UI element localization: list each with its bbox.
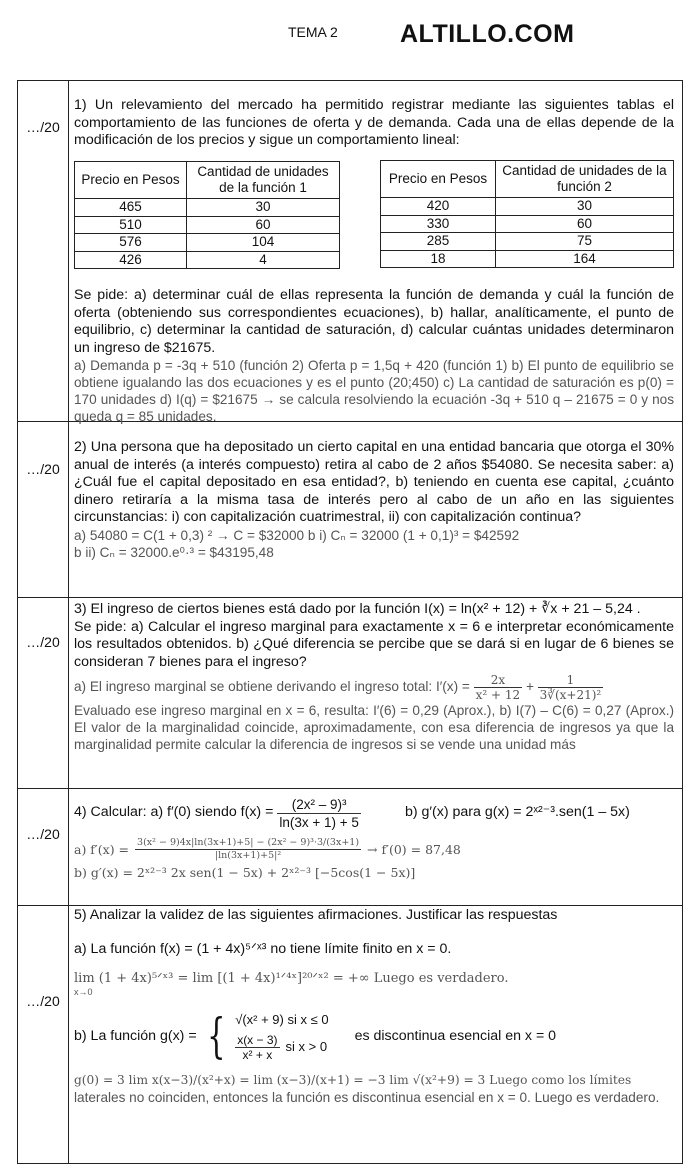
q5-b-case-1: √(x² + 9) si x ≤ 0 [235, 1012, 329, 1028]
q5-a-limit-sub: x→0 [74, 987, 93, 998]
row-divider [18, 788, 682, 789]
question-2 [74, 439, 674, 561]
header-site: ALTILLO.COM [400, 20, 575, 48]
q5-a-answer: lim (1 + 4x)⁵ᐟˣ³ = lim [(1 + 4x)¹ᐟ⁴ˣ]²⁰ᐟˣ² = +∞ Luego es verdadero. [74, 971, 509, 987]
q5-b-fraction [235, 1033, 279, 1062]
score-q2: …/20 [26, 461, 60, 477]
row-divider [18, 905, 682, 906]
table-header: Cantidad de unidades de la función 2 [496, 161, 674, 198]
table-cell: 576 [75, 234, 187, 252]
q5-b-cases [235, 1011, 328, 1062]
q4-answer-fraction [135, 837, 361, 862]
table-cell: 164 [496, 250, 674, 268]
q3-statement-a: 3) El ingreso de ciertos bienes está dado por la función I(x) = ln(x² + 12) + ∛x + 21 – 5,24 . [74, 601, 641, 617]
question-5 [74, 907, 674, 1106]
q4-answer-b: b) g′(x) = 2ˣ²⁻³ 2x sen(1 − 5x) + 2ˣ²⁻³ [−5cos(1 − 5x)] [74, 865, 416, 880]
table-cell: 285 [381, 233, 496, 251]
q2-answer-1: a) 54080 = C(1 + 0,3) ² → C = $32000 b i) Cₙ = 32000 (1 + 0,1)³ = $42592 [74, 527, 520, 543]
q4-part-b: b) g′(x) para g(x) = 2ˣ²⁻³.sen(1 – 5x) [404, 804, 630, 821]
score-q4: …/20 [26, 826, 60, 842]
table-cell: 465 [75, 199, 187, 217]
table-cell: 104 [187, 234, 340, 252]
q5-b-answer-1: g(0) = 3 lim x(x−3)/(x²+x) = lim (x−3)/(x+1) = −3 lim √(x²+9) = 3 Luego como los límites [74, 1072, 632, 1087]
q1-ask: Se pide: a) determinar cuál de ellas representa la función de demanda y cuál la función de oferta (obteniendo sus correspondientes ecuaciones), b) hallar, analíticamente, el punto de equilibrio, c) determinar la cantidad de saturación, d) calcular cuántas unidades determinaron un ingreso de $21675. [74, 287, 674, 356]
fraction-denominator: x² + x [242, 1047, 273, 1062]
q5-b-answer-2: laterales no coinciden, entonces la función es discontinua esencial en x = 0. Luego es verdadero. [74, 1089, 660, 1105]
fraction-denominator: |ln(3x+1)+5|² [214, 850, 282, 861]
fraction-denominator: 3∛(x+21)² [539, 688, 602, 703]
q1-ask-block [74, 287, 674, 425]
q4-answer-a [74, 837, 674, 862]
q5-statement: 5) Analizar la validez de las siguientes afirmaciones. Justificar las respuestas [74, 907, 558, 923]
q1-statement: 1) Un relevamiento del mercado ha permitido registrar mediante las siguientes tablas el comportamiento de las funciones de oferta y de demanda. Cada una de ellas depende de la modificación de los precios y sigue un comportamiento lineal: [74, 97, 674, 149]
q3-statement-b: Se pide: a) Calcular el ingreso marginal para exactamente x = 6 e interpretar económicamente los resultados obtenidos. b) ¿Qué diferencia se percibe que se dará si en lugar de 6 bienes se consideran 7 bienes para el ingreso? [74, 618, 674, 670]
q4-answer-a-lead: a) f′(x) = [74, 842, 130, 857]
table-header: Precio en Pesos [75, 162, 187, 199]
question-4 [74, 793, 674, 881]
q4-answer-a-tail: → f′(0) = 87,48 [367, 842, 461, 857]
fraction-numerator: 2x [474, 673, 523, 688]
q4-fraction [277, 796, 361, 831]
header-tema: TEMA 2 [288, 24, 338, 40]
table-cell: 420 [381, 198, 496, 216]
table-cell: 4 [187, 251, 340, 269]
q5-b-case-2 [235, 1033, 328, 1062]
fraction-numerator: x(x − 3) [237, 1032, 278, 1047]
exam-frame [17, 80, 683, 1164]
table-cell: 75 [496, 233, 674, 251]
q3-answer-a-lead: a) El ingreso marginal se obtiene derivando el ingreso total: I′(x) = [74, 679, 470, 695]
fraction-numerator: 1 [538, 673, 604, 688]
q4-lead: 4) Calcular: a) f′(0) siendo f(x) = [74, 804, 274, 821]
q1-table-1 [74, 161, 340, 269]
score-q3: …/20 [26, 634, 60, 650]
table-cell: 330 [381, 215, 496, 233]
q5-b-statement [74, 1008, 674, 1065]
q5-b-case-2-cond: si x > 0 [285, 1039, 328, 1055]
row-divider [18, 597, 682, 598]
table-cell: 30 [187, 199, 340, 217]
q3-answer-a: a) El ingreso marginal se obtiene derivando el ingreso total: I′(x) = $\frac{2x}{\text{x² + 12}}$ + $\frac{1}{\text{3∛(x+21)²}}$ [74, 673, 602, 703]
fraction-denominator: ln(3x + 1) + 5 [279, 814, 359, 830]
fraction-numerator: 3(x² − 9)4x|ln(3x+1)+5| − (2x² − 9)³·3/(3x+1) [137, 837, 360, 848]
table-cell: 30 [496, 198, 674, 216]
q3-fraction-2 [538, 673, 604, 702]
score-q1: …/20 [26, 119, 60, 135]
q4-statement [74, 793, 674, 833]
table-cell: 18 [381, 250, 496, 268]
q1-table-2 [380, 160, 674, 268]
q2-answer-2: b ii) Cₙ = 32000.e⁰·³ = $43195,48 [74, 544, 274, 560]
column-divider [68, 81, 69, 1163]
table-cell: 510 [75, 216, 187, 234]
q3-fraction-1 [474, 673, 523, 702]
q1-answer: a) Demanda p = -3q + 510 (función 2) Oferta p = 1,5q + 420 (función 1) b) El punto de equilibrio se obtiene igualando las dos ecuaciones y es el punto (20;450) c) La cantidad de saturación es p(0) = 170 unidades d) I(q) = $21675 → se calcula resolviendo la ecuación -3q + 510 q – 21675 = 0 y nos queda q = 85 unidades. [74, 358, 674, 425]
table-header: Cantidad de unidades de la función 1 [187, 162, 340, 199]
score-q5: …/20 [26, 993, 60, 1009]
question-1 [74, 97, 674, 150]
table-cell: 60 [496, 215, 674, 233]
table-header: Precio en Pesos [381, 161, 496, 198]
table-cell: 426 [75, 251, 187, 269]
fraction-denominator: x² + 12 [475, 688, 521, 703]
brace-icon: { [206, 1008, 226, 1065]
question-3 [74, 601, 674, 753]
fraction-numerator: (2x² – 9)³ [277, 796, 361, 814]
q2-statement: 2) Una persona que ha depositado un cierto capital en una entidad bancaria que otorga el 30% anual de interés (a interés compuesto) retira al cabo de 2 años $54080. Se necesita saber: a) ¿Cuál fue el capital depositado en esa entidad?, b) teniendo en cuenta ese capital, ¿cuánto dinero retiraría a la misma tasa de interés pero al cabo de un año en las siguientes circunstancias: i) con capitalización cuatrimestral, ii) con capitalización continua? [74, 439, 674, 526]
q5-b-tail: es discontinua esencial en x = 0 [354, 1027, 557, 1044]
q5-a-text: a) La función f(x) = (1 + 4x)⁵ᐟˣ³ no tiene límite finito en x = 0. [74, 940, 452, 957]
table-cell: 60 [187, 216, 340, 234]
q3-answer-b: Evaluado ese ingreso marginal en x = 6, resulta: I′(6) = 0,29 (Aprox.), b) I(7) – C(6) = 0,27 (Aprox.) El valor de la marginalidad coincide, aproximadamente, con esa diferencia de ingresos ya que la marginalidad permite calcular la diferencia de ingresos si se vende una unidad más [74, 703, 674, 753]
q5-b-lead: b) La función g(x) = [74, 1027, 197, 1044]
